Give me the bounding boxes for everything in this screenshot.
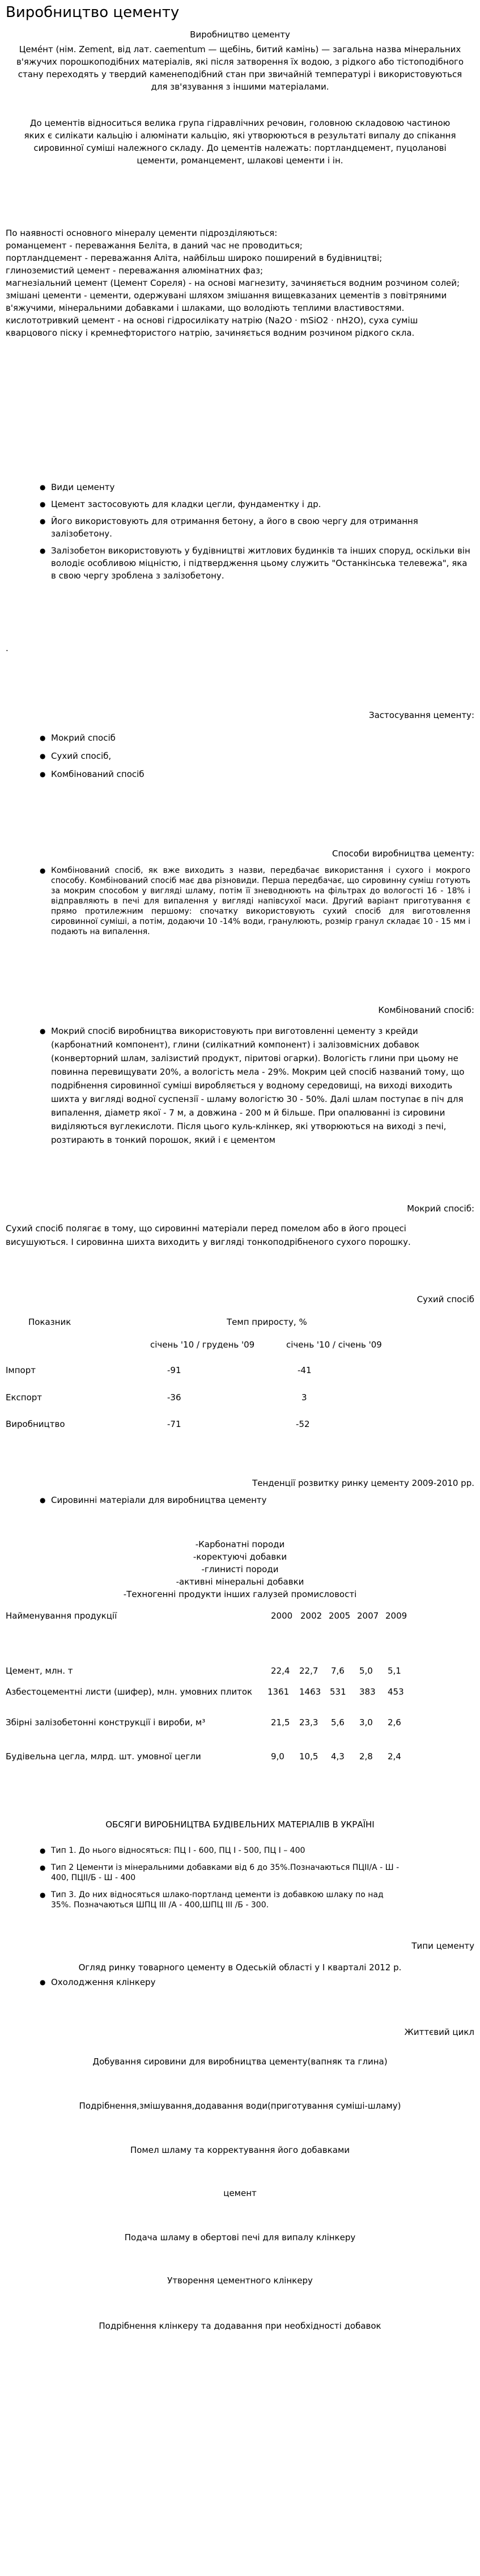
prod-header-year: 2000 <box>271 1611 293 1621</box>
wet-list <box>40 1024 470 1151</box>
table-cell: 5,6 <box>331 1717 345 1728</box>
mineral-line: змішані цементи - цементи, одержувані шляхом змішання вищевказаних цементів з повітряними в'яжучими, мінеральними добавками і шлаками, що володіють теплими властивостями. <box>6 290 447 313</box>
table-cell: 22,4 <box>271 1666 290 1676</box>
list-item: ● Охолодження клінкеру <box>40 1976 470 1988</box>
list-item: -глинисті породи <box>201 1564 279 1574</box>
lifecycle-heading: Життєвий цикл <box>404 2027 474 2037</box>
table-cell: -71 <box>167 1419 181 1429</box>
dry-text: Сухий спосіб полягає в тому, що сировинні матеріали перед помелом або в його процесі висушуються. І сировинна шихта виходить у вигляді тонкоподрібненого сухого порошку. <box>6 1223 411 1247</box>
table-cell: 3 <box>301 1392 307 1403</box>
table-row <box>6 1364 36 1376</box>
list-item: ● Мокрий спосіб <box>40 732 470 744</box>
list-item: ● Цемент застосовують для кладки цегли, фундаментку і др. <box>40 498 470 510</box>
table-cell: 3,0 <box>359 1717 373 1728</box>
table-header-growth: Темп приросту, % <box>227 1317 307 1327</box>
list-item: ● Тип 2 Цементи із мінеральними добавками від 6 до 35%.Позначаються ПЦII/А - Ш - 400, ПЦII/Б - Ш - 400 <box>40 1863 402 1883</box>
list-item: ● Тип 1. До нього відносяться: ПЦ I - 600, ПЦ I - 500, ПЦ I – 400 <box>40 1846 402 1856</box>
wet-heading: Мокрий спосіб: <box>407 1203 474 1214</box>
table-cell: 5,1 <box>388 1666 401 1676</box>
mineral-line: магнезіальний цемент (Цемент Сореля) - на основі магнезиту, зачиняється водним розчином солей; <box>6 278 460 288</box>
page-title: Виробництво цементу <box>6 4 180 21</box>
lifecycle-step: цемент <box>223 2188 257 2198</box>
list-item: ● Мокрий спосіб виробництва використовують при виготовленні цементу з крейди (карбонатний компонент), глини (силікатний компонент) і залізовмісних добавок (конверторний шлам, залізистий продукт, піритові огарки). Вологість глини при цьому не повинна перевищувати 20%, а вологість мела - 29%. Мокрим цей спосіб названий тому, що подрібнення сировинної суміші виробляється у водному середовищі, на виході виходить шихта у вигляді водної суспензії - шламу вологістю 30 - 50%. Далі шлам поступає в піч для випалення, діаметр якої - 7 м, а довжина - 200 м й більше. При опалюванні із сировини виділяються вуглекислоти. Після цього куль-клінкер, які утворюються на виході з печі, розтирають в тонкий порошок, який і є цементом <box>40 1024 470 1147</box>
raw-materials-list <box>0 1538 480 1601</box>
dry-heading: Сухий спосіб <box>417 1294 474 1304</box>
table-subheader-2: січень '10 / січень '09 <box>286 1340 382 1350</box>
table-cell: 383 <box>359 1687 376 1697</box>
table-cell: 2,8 <box>359 1751 373 1762</box>
prod-header-name: Найменування продукції <box>6 1611 117 1621</box>
list-item: ● Види цементу <box>40 481 470 493</box>
table-row <box>6 1418 65 1430</box>
list-item: -Техногенні продукти інших галузей промисловості <box>123 1589 357 1599</box>
market-heading: Тенденції розвитку ринку цементу 2009-2010 рр. <box>252 1478 474 1488</box>
prod-row-name: Збірні залізобетонні конструкції і вироби, м³ <box>6 1717 206 1728</box>
table-cell: 9,0 <box>271 1751 284 1762</box>
row-name: Експорт <box>6 1392 43 1403</box>
list-item: -коректуючі добавки <box>193 1552 287 1562</box>
review-list <box>40 1976 470 1993</box>
list-item: ● Сухий спосіб, <box>40 750 470 762</box>
table-cell: 7,6 <box>331 1666 345 1676</box>
table-header-indicator: Показник <box>28 1317 71 1327</box>
list-item: ● Комбінований спосіб, як вже виходить з назви, передбачає використання і сухого і мокрого способу. Комбінований спосіб має два різновиди. Перша передбачає, що сировинну суміш готують за мокрим способом у вигляді шламу, потім її зневоднюють на фільтрах до вологості 16 - 18% і відправляють в печі для випалення у вигляді напівсухої маси. Другий варіант приготування є прямо протилежним першому: спочатку використовують сухий спосіб для виготовлення сировинної суміші, а потім, додаючи 10 -14% води, гранулюють, розмір гранул складає 10 - 15 мм і подають на випалення. <box>40 865 470 937</box>
table-cell: -41 <box>298 1365 312 1375</box>
usage-list <box>40 732 470 785</box>
table-cell: -36 <box>167 1392 181 1403</box>
lifecycle-step: Подрібнення,змішування,додавання води(приготування суміші-шламу) <box>79 2101 401 2111</box>
table-cell: 2,6 <box>388 1717 401 1728</box>
table-cell: 23,3 <box>299 1717 318 1728</box>
list-item: -активні мінеральні добавки <box>176 1577 304 1587</box>
uses-list <box>40 481 470 586</box>
table-cell: 21,5 <box>271 1717 290 1728</box>
mineral-line: По наявності основного мінералу цементи підрозділяються: <box>6 228 278 238</box>
methods-heading: Способи виробництва цементу: <box>332 848 474 859</box>
types-heading: Типи цементу <box>411 1941 474 1951</box>
table-cell: 5,0 <box>359 1666 373 1676</box>
usage-heading: Застосування цементу: <box>369 710 474 720</box>
list-item: ● Комбінований спосіб <box>40 768 470 780</box>
table-cell: 1463 <box>299 1687 321 1697</box>
lifecycle-step: Помел шламу та корректування його добавками <box>130 2145 350 2155</box>
table-cell: -52 <box>296 1419 310 1429</box>
intro-text: Цеме́нт (нім. Zement, від лат. caementum — щебінь, битий камінь) — загальна назва мінеральних в'яжучих порошкоподібних матеріалів, які після затворення їх водою, з рідкого або тістоподібного стану переходять у твердий каменеподібний стан при звичайній температурі і використовуються для зв'язування з іншими матеріалами. <box>16 44 464 92</box>
lifecycle-step: Подача шламу в обертові печі для випалу клінкеру <box>124 2232 356 2243</box>
prod-header-year: 2002 <box>300 1611 322 1621</box>
table-cell: 1361 <box>267 1687 290 1697</box>
row-name: Імпорт <box>6 1365 36 1375</box>
prod-header-year: 2005 <box>329 1611 351 1621</box>
volumes-heading: ОБСЯГИ ВИРОБНИЦТВА БУДІВЕЛЬНИХ МАТЕРІАЛІВ В УКРАЇНІ <box>105 1819 375 1830</box>
combined-list <box>40 865 470 941</box>
table-cell: 10,5 <box>299 1751 318 1762</box>
lifecycle-step: Добування сировини для виробництва цементу(вапняк та глина) <box>92 2056 388 2067</box>
uses-dot: . <box>6 643 9 653</box>
list-item: ● Тип 3. До них відносяться шлако-портланд цементи із добавкою шлаку по над 35%. Позначаються ШПЦ III /А - 400,ШПЦ III /Б - 300. <box>40 1890 402 1910</box>
table-cell: 531 <box>330 1687 346 1697</box>
table-cell: 453 <box>388 1687 404 1697</box>
list-item: ● Сировинні матеріали для виробництва цементу <box>40 1494 470 1506</box>
table-cell: 4,3 <box>331 1751 345 1762</box>
table-cell: 2,4 <box>388 1751 401 1762</box>
prod-row-name: Цемент, млн. т <box>6 1666 73 1676</box>
market-list <box>40 1494 470 1511</box>
prod-row-name: Будівельна цегла, млрд. шт. умовної цегли <box>6 1751 201 1762</box>
table-row <box>6 1391 42 1404</box>
lifecycle-step: Подрібнення клінкеру та додавання при необхідності добавок <box>99 2321 381 2331</box>
table-cell: 22,7 <box>299 1666 318 1676</box>
table-subheader-1: січень '10 / грудень '09 <box>150 1340 255 1350</box>
intro-heading: Виробництво цементу <box>190 29 290 40</box>
volumes-list <box>40 1846 402 1915</box>
list-item: -Карбонатні породи <box>195 1539 285 1549</box>
mineral-line: портландцемент - переважання Аліта, найбільш широко поширений в будівництві; <box>6 253 383 263</box>
prod-header-year: 2007 <box>357 1611 379 1621</box>
prod-row-name: Азбестоцементні листи (шифер), млн. умовних плиток <box>6 1687 253 1697</box>
review-heading: Огляд ринку товарного цементу в Одеській області у I кварталі 2012 р. <box>78 1962 402 1973</box>
list-item: ● Його використовують для отримання бетону, а його в свою чергу для отримання залізобетону. <box>40 515 470 540</box>
mineral-line: романцемент - переважання Беліта, в даний час не проводиться; <box>6 240 303 251</box>
intro-text-2: До цементів відноситься велика група гідравлічних речовин, головною складовою частиною яких є силікати кальцію і алюмінати кальцію, які утворюються в результаті випалу до спікання сировинної суміші належного складу. До цементів належать: портландцемент, пуцолановi цементи, романцемент, шлакові цементи і ін. <box>24 118 456 166</box>
lifecycle-step: Утворення цементного клінкеру <box>167 2275 313 2286</box>
combined-heading: Комбінований спосіб: <box>378 1005 474 1015</box>
list-item: ● Залізобетон використовують у будівництві житлових будинків та інших споруд, оскільки він володіє особливою міцністю, і підтвердження цьому служить "Останкінська телевежа", яка в свою чергу зроблена з залізобетону. <box>40 544 470 582</box>
mineral-line: глиноземистий цемент - переважання алюмінатних фаз; <box>6 265 263 276</box>
mineral-section <box>6 227 470 339</box>
prod-header-year: 2009 <box>385 1611 407 1621</box>
table-cell: -91 <box>167 1365 181 1375</box>
row-name: Виробництво <box>6 1419 65 1429</box>
mineral-line: кислототривкий цемент - на основі гідросилікату натрію (Na2O · mSiO2 · nH2O), суха суміш кварцового піску і кремнефтористого натрію, зачиняється водним розчином рідкого скла. <box>6 315 418 338</box>
